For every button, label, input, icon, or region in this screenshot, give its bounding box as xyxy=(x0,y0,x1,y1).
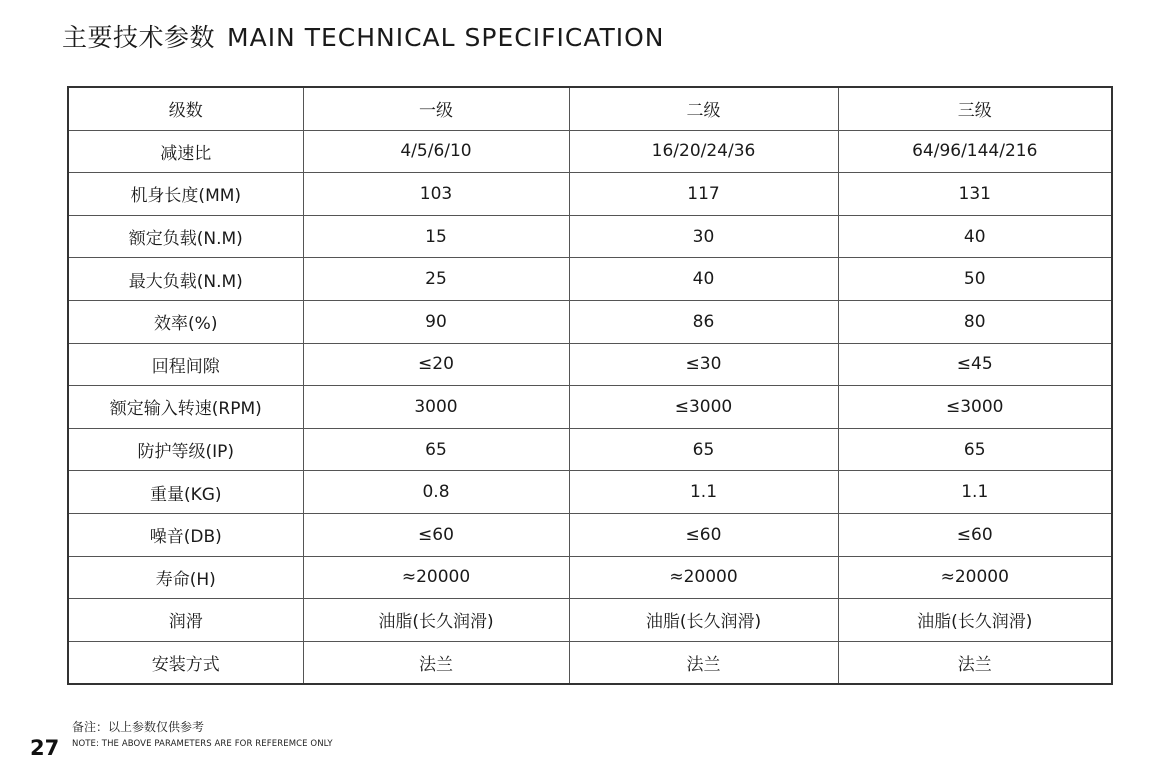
row-label-cell: 额定负载(N.M) xyxy=(68,215,303,258)
table-row xyxy=(68,343,1112,386)
value-cell: ≈20000 xyxy=(569,556,838,599)
table-row xyxy=(68,641,1112,684)
value-cell: 法兰 xyxy=(838,641,1112,684)
row-label-cell: 寿命(H) xyxy=(68,556,303,599)
value-cell: ≤3000 xyxy=(569,386,838,429)
value-cell: 4/5/6/10 xyxy=(303,130,569,173)
value-cell: 65 xyxy=(303,428,569,471)
value-cell: 油脂(长久润滑) xyxy=(569,599,838,642)
table-header-row xyxy=(68,87,1112,130)
page-title xyxy=(62,18,665,54)
value-cell: 40 xyxy=(569,258,838,301)
value-cell: 25 xyxy=(303,258,569,301)
row-label-cell: 最大负载(N.M) xyxy=(68,258,303,301)
row-label-cell: 效率(%) xyxy=(68,300,303,343)
value-cell: 64/96/144/216 xyxy=(838,130,1112,173)
header-cell-stage-2: 二级 xyxy=(569,87,838,130)
value-cell: ≤45 xyxy=(838,343,1112,386)
header-cell-stage: 级数 xyxy=(68,87,303,130)
value-cell: 80 xyxy=(838,300,1112,343)
table-row xyxy=(68,513,1112,556)
row-label-cell: 机身长度(MM) xyxy=(68,173,303,216)
value-cell: 30 xyxy=(569,215,838,258)
spec-table-body xyxy=(68,87,1112,684)
value-cell: 16/20/24/36 xyxy=(569,130,838,173)
table-row xyxy=(68,258,1112,301)
row-label-cell: 噪音(DB) xyxy=(68,513,303,556)
value-cell: 法兰 xyxy=(303,641,569,684)
row-label-cell: 润滑 xyxy=(68,599,303,642)
header-cell-stage-3: 三级 xyxy=(838,87,1112,130)
page-title-cn: 主要技术参数 xyxy=(62,23,216,52)
value-cell: ≤20 xyxy=(303,343,569,386)
table-row xyxy=(68,556,1112,599)
value-cell: ≤3000 xyxy=(838,386,1112,429)
table-row xyxy=(68,386,1112,429)
value-cell: 103 xyxy=(303,173,569,216)
spec-table xyxy=(67,86,1113,685)
value-cell: 15 xyxy=(303,215,569,258)
header-cell-stage-1: 一级 xyxy=(303,87,569,130)
value-cell: ≈20000 xyxy=(838,556,1112,599)
value-cell: 3000 xyxy=(303,386,569,429)
value-cell: 50 xyxy=(838,258,1112,301)
value-cell: 法兰 xyxy=(569,641,838,684)
row-label-cell: 回程间隙 xyxy=(68,343,303,386)
value-cell: 油脂(长久润滑) xyxy=(838,599,1112,642)
value-cell: 90 xyxy=(303,300,569,343)
value-cell: ≈20000 xyxy=(303,556,569,599)
value-cell: 1.1 xyxy=(838,471,1112,514)
value-cell: 65 xyxy=(838,428,1112,471)
note-en: NOTE: THE ABOVE PARAMETERS ARE FOR REFEREMCE ONLY xyxy=(72,739,333,749)
value-cell: 0.8 xyxy=(303,471,569,514)
value-cell: 油脂(长久润滑) xyxy=(303,599,569,642)
row-label-cell: 防护等级(IP) xyxy=(68,428,303,471)
value-cell: 86 xyxy=(569,300,838,343)
value-cell: ≤60 xyxy=(303,513,569,556)
value-cell: 40 xyxy=(838,215,1112,258)
value-cell: 1.1 xyxy=(569,471,838,514)
value-cell: ≤30 xyxy=(569,343,838,386)
row-label-cell: 重量(KG) xyxy=(68,471,303,514)
table-row xyxy=(68,599,1112,642)
value-cell: 131 xyxy=(838,173,1112,216)
table-row xyxy=(68,428,1112,471)
page-title-en: MAIN TECHNICAL SPECIFICATION xyxy=(227,23,665,52)
value-cell: 117 xyxy=(569,173,838,216)
row-label-cell: 额定输入转速(RPM) xyxy=(68,386,303,429)
note-cn: 备注：以上参数仅供参考 xyxy=(72,720,205,734)
table-row xyxy=(68,300,1112,343)
value-cell: 65 xyxy=(569,428,838,471)
table-row xyxy=(68,471,1112,514)
value-cell: ≤60 xyxy=(838,513,1112,556)
table-row xyxy=(68,130,1112,173)
row-label-cell: 安装方式 xyxy=(68,641,303,684)
row-label-cell: 减速比 xyxy=(68,130,303,173)
table-row xyxy=(68,173,1112,216)
page-number: 27 xyxy=(30,736,60,760)
value-cell: ≤60 xyxy=(569,513,838,556)
table-row xyxy=(68,215,1112,258)
